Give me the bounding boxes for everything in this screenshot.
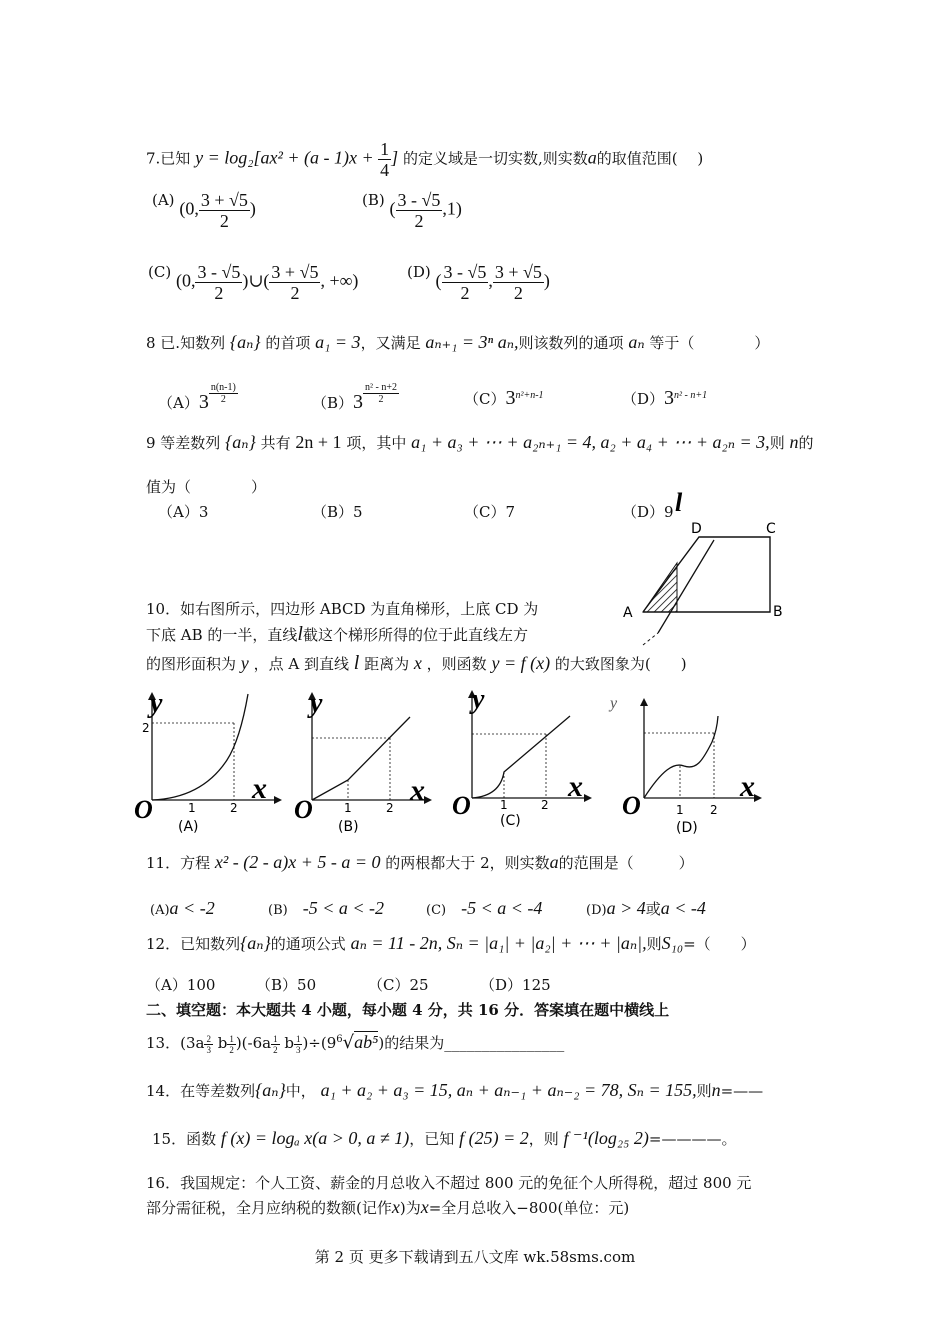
- svg-text:1: 1: [344, 801, 352, 815]
- q10-label-l: l: [675, 488, 683, 517]
- svg-text:y: y: [310, 688, 323, 719]
- q10-graph-a: [132, 690, 282, 840]
- q10-trapezoid-figure: [615, 488, 795, 645]
- q13-stem: 13．(3a $\frac{2}{3}$ b $\frac{1}{2}$ )(-6a $\frac{1}{2}$ b $\frac{1}{3}$ )$\div(9^6√ab^5)$的结果为________________: [146, 1032, 565, 1055]
- q7-option-b: (B) ( $\frac{3 - √5}{2}$ ,1): [362, 190, 462, 231]
- q7-fraction: $\frac{1}{4}$: [380, 139, 390, 180]
- q12-option-a: （A）100: [146, 976, 216, 994]
- svg-text:O: O: [134, 795, 153, 824]
- svg-text:1: 1: [188, 801, 196, 815]
- svg-text:(B): (B): [338, 819, 359, 835]
- q10-label-b: B: [773, 604, 783, 620]
- svg-text:x: x: [410, 774, 425, 807]
- svg-text:O: O: [622, 791, 641, 820]
- q14-stem: 14．在等差数列{aₙ}中， a₁ + a₂ + a₃ = 15, aₙ + aₙ₋₁ + aₙ₋₂ = 78, Sₙ = 155,则n=——: [146, 1080, 764, 1100]
- q10-graph-b: [292, 690, 442, 840]
- q10-label-c: C: [766, 521, 776, 537]
- svg-text:x: x: [252, 772, 267, 805]
- svg-text:y: y: [610, 695, 618, 712]
- svg-text:(C): (C): [500, 813, 521, 829]
- q7-option-c: (C) (0, $\frac{3 - √5}{2}$ )∪( $\frac{3 + √5}{2}$ , +∞): [148, 262, 359, 303]
- q9-option-b: （B）5: [312, 503, 363, 521]
- q11-option-b: (B) -5 < a < -2: [268, 898, 384, 918]
- section-2-heading: 二、填空题：本大题共 4 小题，每小题 4 分，共 16 分．答案填在题中横线上: [146, 1001, 670, 1019]
- q8-option-c: $(C)3^{n^2+n-1}$: [464, 387, 544, 409]
- q7-option-a: (A) (0, $\frac{3 + √5}{2}$ ): [152, 190, 256, 231]
- q7-option-d: (D) ( $\frac{3 - √5}{2}$ , $\frac{3 + √5}{2}$ ): [407, 262, 550, 303]
- q7-stem: 7.已知 y = log₂[ax² + (a - 1)x + $\frac{1}{4}$ ] 的定义域是一切实数,则实数a的取值范围( ): [146, 139, 704, 180]
- q7-formula: y = log₂[ax² + (a - 1)x +: [195, 147, 379, 168]
- q8-option-d: $(D)3^{n^2 - n+1}$: [622, 387, 708, 409]
- q8-stem: 8 已.知数列 {aₙ} 的首项 a₁ = 3，又满足 aₙ₊₁ = 3ⁿ aₙ,则该数列的通项 aₙ 等于（ ）: [146, 332, 770, 352]
- svg-text:2: 2: [710, 803, 718, 817]
- q8-option-a: （A）3 $\frac{n(n-1)}{2}$: [158, 382, 236, 413]
- svg-text:1: 1: [676, 803, 684, 817]
- q10-graph-b-curve: [312, 717, 410, 800]
- q10-graph-c: [452, 686, 602, 836]
- page-footer: 第 2 页 更多下载请到五八文库 wk.58sms.com: [314, 1248, 636, 1266]
- q9-option-a: （A）3: [158, 503, 209, 521]
- q11-option-d: (D)a > 4或a < -4: [586, 898, 706, 918]
- q11-option-c: (C) -5 < a < -4: [426, 898, 543, 918]
- svg-text:O: O: [452, 791, 471, 820]
- q16-line-2: 部分需征税，全月应纳税的数额(记作x)为x=全月总收入−800(单位：元): [146, 1197, 630, 1217]
- q9-option-d: （D）9: [622, 503, 674, 521]
- q10-label-a: A: [623, 605, 633, 621]
- q10-label-d: D: [691, 521, 702, 537]
- q15-stem: 15．函数 f (x) = logₐ x(a > 0, a ≠ 1)，已知 f (25) = 2，则 f ⁻¹(log₂₅ 2)=————。: [152, 1128, 737, 1148]
- svg-text:2: 2: [541, 798, 549, 812]
- q12-option-b: （B）50: [256, 976, 317, 994]
- q9-option-c: （C）7: [464, 503, 516, 521]
- svg-text:(D): (D): [676, 820, 698, 836]
- svg-text:O: O: [294, 795, 313, 824]
- svg-text:2: 2: [386, 801, 394, 815]
- q10-line-2: 下底 AB 的一半，直线l截这个梯形所得的位于此直线左方: [146, 623, 528, 645]
- svg-text:(A): (A): [178, 819, 199, 835]
- q10-graph-d-curve: [644, 716, 718, 798]
- svg-text:1: 1: [500, 798, 508, 812]
- svg-text:y: y: [472, 684, 485, 715]
- q10-line-1: 10．如右图所示，四边形 ABCD 为直角梯形，上底 CD 为: [146, 600, 539, 618]
- q12-stem: 12．已知数列{aₙ}的通项公式 aₙ = 11 - 2n, Sₙ = |a₁| + |a₂| + ⋯ + |aₙ|,则S₁₀=（ ）: [146, 933, 756, 953]
- q9-stem-continued: 值为（ ）: [146, 478, 267, 496]
- svg-text:x: x: [568, 770, 583, 803]
- svg-text:y: y: [150, 688, 163, 719]
- svg-text:2: 2: [142, 721, 150, 735]
- q8-option-b: （B）3 $\frac{\text{n² - n+2}}{2}$: [312, 382, 397, 413]
- svg-text:x: x: [740, 770, 755, 803]
- q10-line-3: 的图形面积为 y ，点 A 到直线 l 距离为 x ，则函数 y = f (x) 的大致图象为( ): [146, 652, 687, 674]
- q12-option-c: （C）25: [368, 976, 429, 994]
- q16-line-1: 16．我国规定：个人工资、薪金的月总收入不超过 800 元的免征个人所得税，超过 800 元: [146, 1174, 752, 1192]
- q12-option-d: （D）125: [480, 976, 551, 994]
- q9-stem: 9 等差数列 {aₙ} 共有 2n + 1 项，其中 a₁ + a₃ + ⋯ + a₂ₙ₊₁ = 4, a₂ + a₄ + ⋯ + a₂ₙ = 3,则 n的: [146, 432, 814, 452]
- q11-stem: 11．方程 x² - (2 - a)x + 5 - a = 0 的两根都大于 2，则实数a的范围是（ ）: [146, 852, 694, 872]
- q11-option-a: (A)a < -2: [150, 898, 215, 918]
- svg-text:2: 2: [230, 801, 238, 815]
- q10-graph-c-curve: [472, 716, 570, 798]
- q10-graph-d: [610, 690, 772, 840]
